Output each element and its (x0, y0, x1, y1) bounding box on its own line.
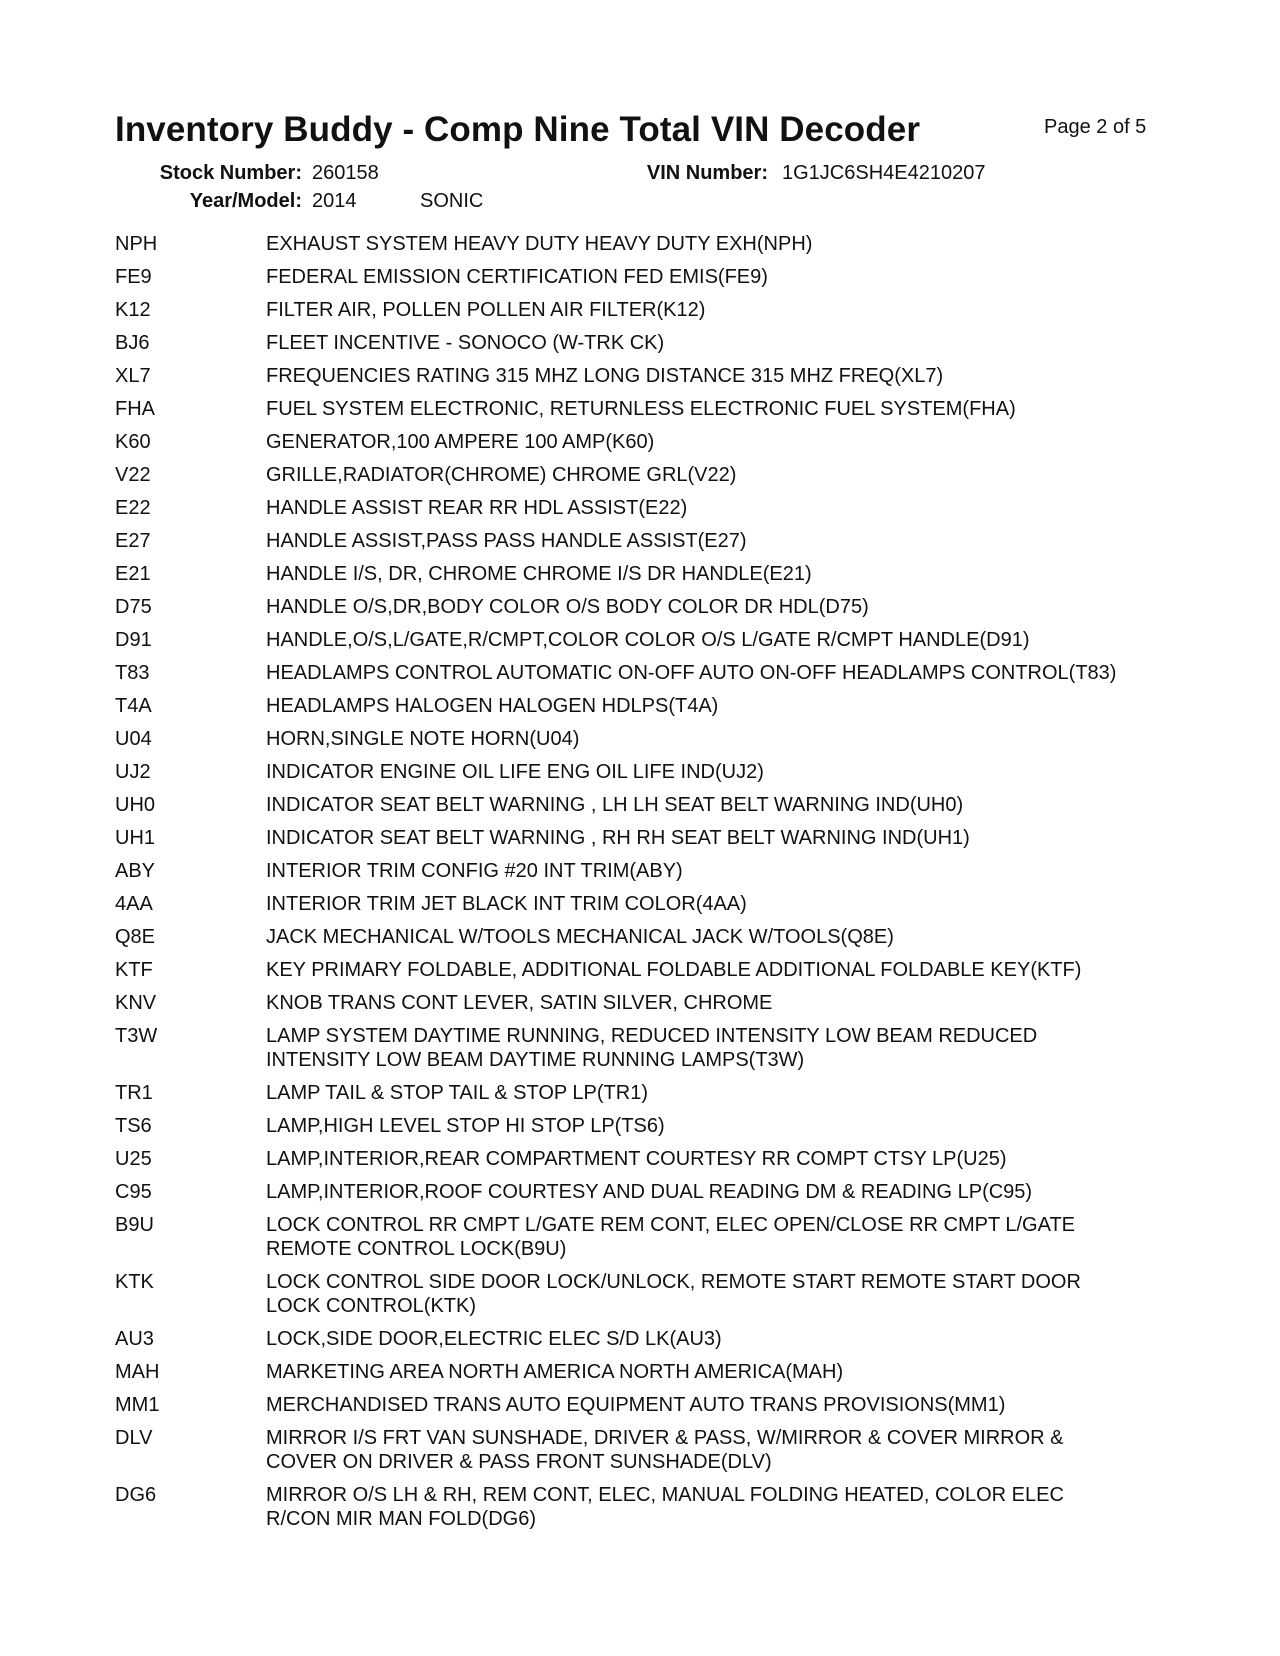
option-row (115, 232, 1255, 265)
option-description: HANDLE ASSIST,PASS PASS HANDLE ASSIST(E27) (266, 530, 747, 552)
option-code: BJ6 (115, 332, 150, 354)
option-row (115, 529, 1255, 562)
option-description: MERCHANDISED TRANS AUTO EQUIPMENT AUTO TRANS PROVISIONS(MM1) (266, 1394, 1006, 1416)
option-description: MIRROR I/S FRT VAN SUNSHADE, DRIVER & PASS, W/MIRROR & COVER MIRROR & COVER ON DRIVER & PASS FRONT SUNSHADE(DLV) (266, 1427, 1064, 1473)
option-code-list (115, 232, 1255, 1540)
option-description: LAMP,HIGH LEVEL STOP HI STOP LP(TS6) (266, 1115, 665, 1137)
option-row (115, 265, 1255, 298)
option-row (115, 397, 1255, 430)
option-description: GENERATOR,100 AMPERE 100 AMP(K60) (266, 431, 655, 453)
option-row (115, 760, 1255, 793)
vin-number-label: VIN Number: (646, 162, 768, 184)
option-row (115, 463, 1255, 496)
option-row (115, 496, 1255, 529)
option-row (115, 1393, 1255, 1426)
document-title: Inventory Buddy - Comp Nine Total VIN Decoder (115, 110, 921, 149)
option-code: XL7 (115, 365, 151, 387)
option-code: KNV (115, 992, 157, 1014)
option-description: LOCK,SIDE DOOR,ELECTRIC ELEC S/D LK(AU3) (266, 1328, 722, 1350)
option-code: V22 (115, 464, 151, 486)
option-code: ABY (115, 860, 156, 882)
option-description: LAMP,INTERIOR,REAR COMPARTMENT COURTESY RR COMPT CTSY LP(U25) (266, 1148, 1007, 1170)
vin-number-value: 1G1JC6SH4E4210207 (782, 162, 986, 184)
option-code: T83 (115, 662, 150, 684)
option-description: FLEET INCENTIVE - SONOCO (W-TRK CK) (266, 332, 665, 354)
option-row (115, 1114, 1255, 1147)
option-code: FE9 (115, 266, 152, 288)
option-row (115, 826, 1255, 859)
option-code: K12 (115, 299, 151, 321)
option-row (115, 430, 1255, 463)
option-description: LAMP,INTERIOR,ROOF COURTESY AND DUAL READING DM & READING LP(C95) (266, 1181, 1033, 1203)
option-code: TR1 (115, 1082, 153, 1104)
stock-number-value: 260158 (312, 162, 379, 184)
option-code: E21 (115, 563, 151, 585)
option-row (115, 595, 1255, 628)
year-model-label: Year/Model: (189, 190, 302, 212)
option-description: INDICATOR SEAT BELT WARNING , RH RH SEAT BELT WARNING IND(UH1) (266, 827, 970, 849)
option-code: DG6 (115, 1484, 157, 1506)
option-row (115, 331, 1255, 364)
option-code: UH1 (115, 827, 156, 849)
option-description: LOCK CONTROL SIDE DOOR LOCK/UNLOCK, REMOTE START REMOTE START DOOR LOCK CONTROL(KTK) (266, 1271, 1081, 1317)
option-code: UH0 (115, 794, 156, 816)
option-row (115, 925, 1255, 958)
option-row (115, 892, 1255, 925)
option-code: UJ2 (115, 761, 151, 783)
option-code: T4A (115, 695, 152, 717)
option-code: Q8E (115, 926, 156, 948)
option-description: FREQUENCIES RATING 315 MHZ LONG DISTANCE 315 MHZ FREQ(XL7) (266, 365, 944, 387)
option-code: TS6 (115, 1115, 152, 1137)
option-description: INTERIOR TRIM JET BLACK INT TRIM COLOR(4AA) (266, 893, 747, 915)
option-description: HEADLAMPS HALOGEN HALOGEN HDLPS(T4A) (266, 695, 719, 717)
option-row (115, 562, 1255, 595)
option-code: 4AA (115, 893, 153, 915)
option-row (115, 1360, 1255, 1393)
option-row (115, 859, 1255, 892)
option-row (115, 1483, 1255, 1540)
option-description: MIRROR O/S LH & RH, REM CONT, ELEC, MANUAL FOLDING HEATED, COLOR ELEC R/CON MIR MAN FOLD(DG6) (266, 1484, 1064, 1530)
option-description: INDICATOR ENGINE OIL LIFE ENG OIL LIFE IND(UJ2) (266, 761, 764, 783)
stock-number-label: Stock Number: (159, 162, 302, 184)
option-code: D75 (115, 596, 152, 618)
option-row (115, 1270, 1255, 1327)
option-description: EXHAUST SYSTEM HEAVY DUTY HEAVY DUTY EXH(NPH) (266, 233, 813, 255)
option-description: INDICATOR SEAT BELT WARNING , LH LH SEAT BELT WARNING IND(UH0) (266, 794, 964, 816)
option-description: HANDLE,O/S,L/GATE,R/CMPT,COLOR COLOR O/S L/GATE R/CMPT HANDLE(D91) (266, 629, 1030, 651)
option-row (115, 1081, 1255, 1114)
option-code: DLV (115, 1427, 153, 1449)
option-row (115, 1213, 1255, 1270)
option-description: FUEL SYSTEM ELECTRONIC, RETURNLESS ELECTRONIC FUEL SYSTEM(FHA) (266, 398, 1016, 420)
option-description: KNOB TRANS CONT LEVER, SATIN SILVER, CHROME (266, 992, 773, 1014)
option-description: FILTER AIR, POLLEN POLLEN AIR FILTER(K12) (266, 299, 706, 321)
option-code: MAH (115, 1361, 160, 1383)
option-code: U04 (115, 728, 152, 750)
option-row (115, 793, 1255, 826)
model-value: SONIC (420, 190, 484, 212)
option-row (115, 1147, 1255, 1180)
option-description: JACK MECHANICAL W/TOOLS MECHANICAL JACK W/TOOLS(Q8E) (266, 926, 894, 948)
option-code: U25 (115, 1148, 152, 1170)
option-row (115, 1024, 1255, 1081)
option-row (115, 991, 1255, 1024)
option-code: NPH (115, 233, 158, 255)
option-description: KEY PRIMARY FOLDABLE, ADDITIONAL FOLDABLE ADDITIONAL FOLDABLE KEY(KTF) (266, 959, 1082, 981)
option-description: INTERIOR TRIM CONFIG #20 INT TRIM(ABY) (266, 860, 683, 882)
option-description: LAMP SYSTEM DAYTIME RUNNING, REDUCED INTENSITY LOW BEAM REDUCED INTENSITY LOW BEAM DAYTIME RUNNING LAMPS(T3W) (266, 1025, 1038, 1071)
option-code: E27 (115, 530, 151, 552)
option-description: HANDLE O/S,DR,BODY COLOR O/S BODY COLOR DR HDL(D75) (266, 596, 869, 618)
option-description: HEADLAMPS CONTROL AUTOMATIC ON-OFF AUTO ON-OFF HEADLAMPS CONTROL(T83) (266, 662, 1117, 684)
option-description: HANDLE I/S, DR, CHROME CHROME I/S DR HANDLE(E21) (266, 563, 812, 585)
option-row (115, 1180, 1255, 1213)
option-code: MM1 (115, 1394, 160, 1416)
option-description: LOCK CONTROL RR CMPT L/GATE REM CONT, ELEC OPEN/CLOSE RR CMPT L/GATE REMOTE CONTROL LOCK(B9U) (266, 1214, 1076, 1260)
option-code: T3W (115, 1025, 158, 1047)
option-row (115, 364, 1255, 397)
option-code: K60 (115, 431, 151, 453)
option-code: AU3 (115, 1328, 154, 1350)
year-value: 2014 (312, 190, 357, 212)
option-description: FEDERAL EMISSION CERTIFICATION FED EMIS(FE9) (266, 266, 768, 288)
option-code: E22 (115, 497, 151, 519)
option-description: LAMP TAIL & STOP TAIL & STOP LP(TR1) (266, 1082, 649, 1104)
option-description: HORN,SINGLE NOTE HORN(U04) (266, 728, 580, 750)
option-code: FHA (115, 398, 155, 420)
option-code: B9U (115, 1214, 154, 1236)
page-number: Page 2 of 5 (1044, 116, 1147, 138)
option-row (115, 298, 1255, 331)
option-code: KTK (115, 1271, 154, 1293)
option-row (115, 694, 1255, 727)
option-code: KTF (115, 959, 153, 981)
option-row (115, 727, 1255, 760)
option-row (115, 958, 1255, 991)
option-row (115, 1426, 1255, 1483)
option-row (115, 661, 1255, 694)
option-row (115, 628, 1255, 661)
option-description: MARKETING AREA NORTH AMERICA NORTH AMERICA(MAH) (266, 1361, 844, 1383)
option-code: C95 (115, 1181, 152, 1203)
option-row (115, 1327, 1255, 1360)
option-description: HANDLE ASSIST REAR RR HDL ASSIST(E22) (266, 497, 688, 519)
option-code: D91 (115, 629, 152, 651)
option-description: GRILLE,RADIATOR(CHROME) CHROME GRL(V22) (266, 464, 737, 486)
